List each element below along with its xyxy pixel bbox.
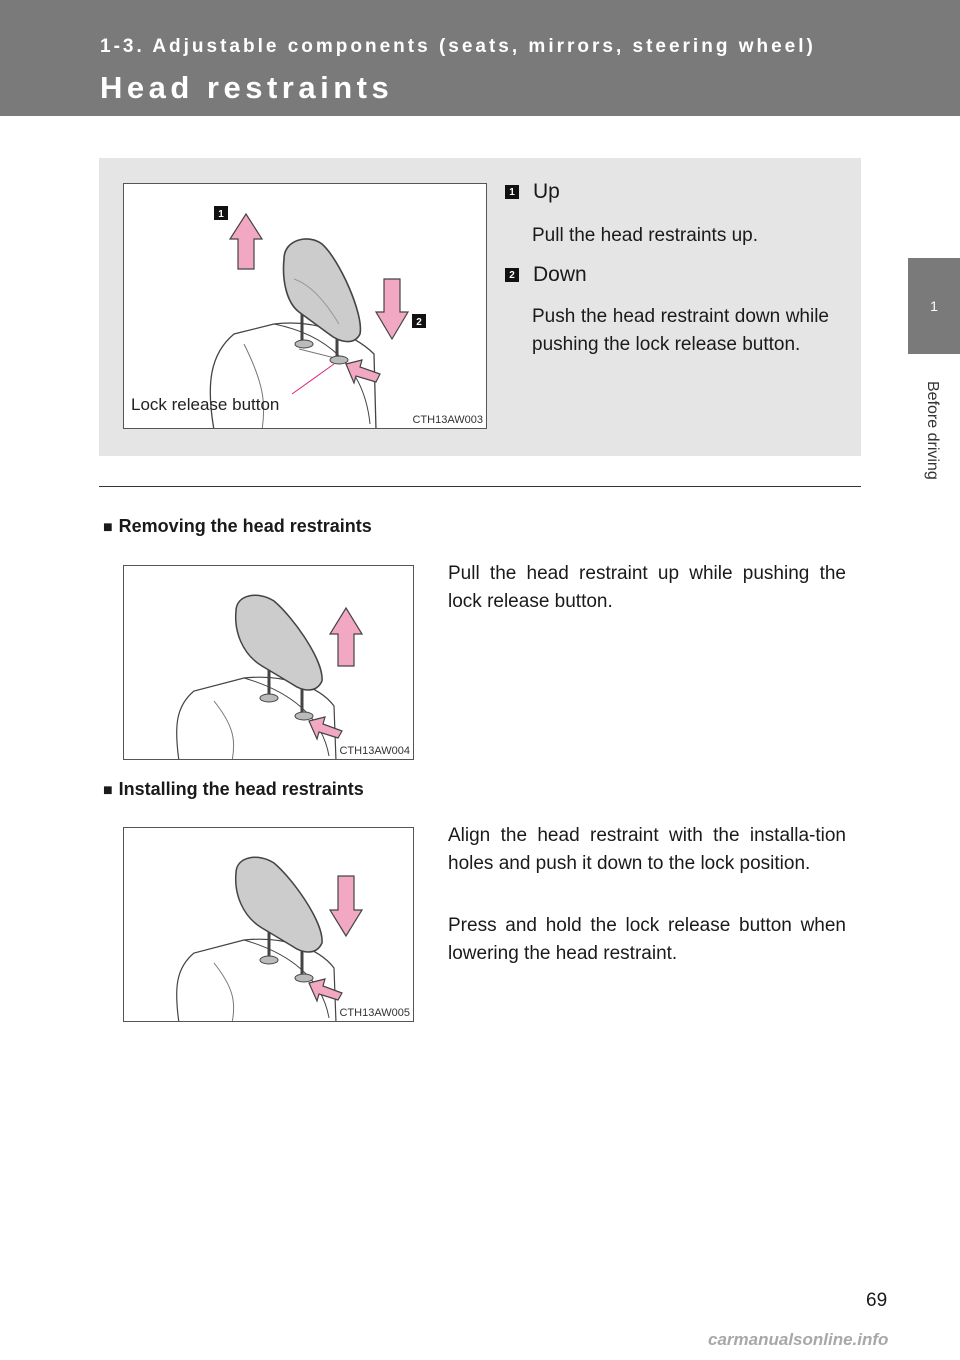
chapter-number: 1 — [930, 298, 938, 314]
page-number: 69 — [866, 1290, 888, 1311]
svg-text:1: 1 — [218, 209, 224, 220]
overview-figure — [123, 183, 487, 429]
removing-figure — [123, 565, 414, 760]
installing-text-1: Align the head restraint with the installa-tion holes and push it down to the lock position. — [448, 825, 846, 874]
headrest-illustration — [124, 184, 487, 429]
page-header — [0, 0, 960, 116]
square-bullet-icon: ■ — [103, 782, 113, 799]
item-description-up: Pull the head restraints up. — [532, 225, 759, 246]
item-description-down: Push the head restraint down while pushing the lock release button. — [532, 306, 829, 355]
number-badge-2: 2 — [505, 268, 519, 282]
item-down — [505, 263, 587, 287]
section-title: 1-3. Adjustable components (seats, mirrors, steering wheel) — [100, 36, 816, 57]
square-bullet-icon: ■ — [103, 519, 113, 536]
page-title: Head restraints — [100, 70, 394, 105]
chapter-tab[interactable] — [908, 258, 960, 354]
item-title-down: Down — [533, 263, 587, 286]
number-badge-1: 1 — [505, 185, 519, 199]
item-title-up: Up — [533, 180, 560, 203]
watermark: carmanualsonline.info — [708, 1330, 889, 1349]
figure-code: CTH13AW003 — [412, 414, 483, 426]
figure-code: CTH13AW004 — [339, 745, 410, 757]
figure-code: CTH13AW005 — [339, 1007, 410, 1019]
section-divider — [99, 486, 861, 487]
removing-heading: ■ Removing the head restraints — [103, 516, 372, 536]
lock-release-callout: Lock release button — [131, 395, 280, 414]
installing-figure — [123, 827, 414, 1022]
removing-illustration — [124, 566, 414, 760]
installing-heading: ■ Installing the head restraints — [103, 779, 364, 799]
svg-text:2: 2 — [416, 317, 422, 328]
installing-illustration — [124, 828, 414, 1022]
removing-text: Pull the head restraint up while pushing the lock release button. — [448, 563, 846, 612]
chapter-label: Before driving — [924, 380, 941, 480]
installing-text-2: Press and hold the lock release button when lowering the head restraint. — [448, 915, 846, 964]
item-up — [505, 180, 560, 204]
chapter-label-container — [906, 360, 958, 500]
